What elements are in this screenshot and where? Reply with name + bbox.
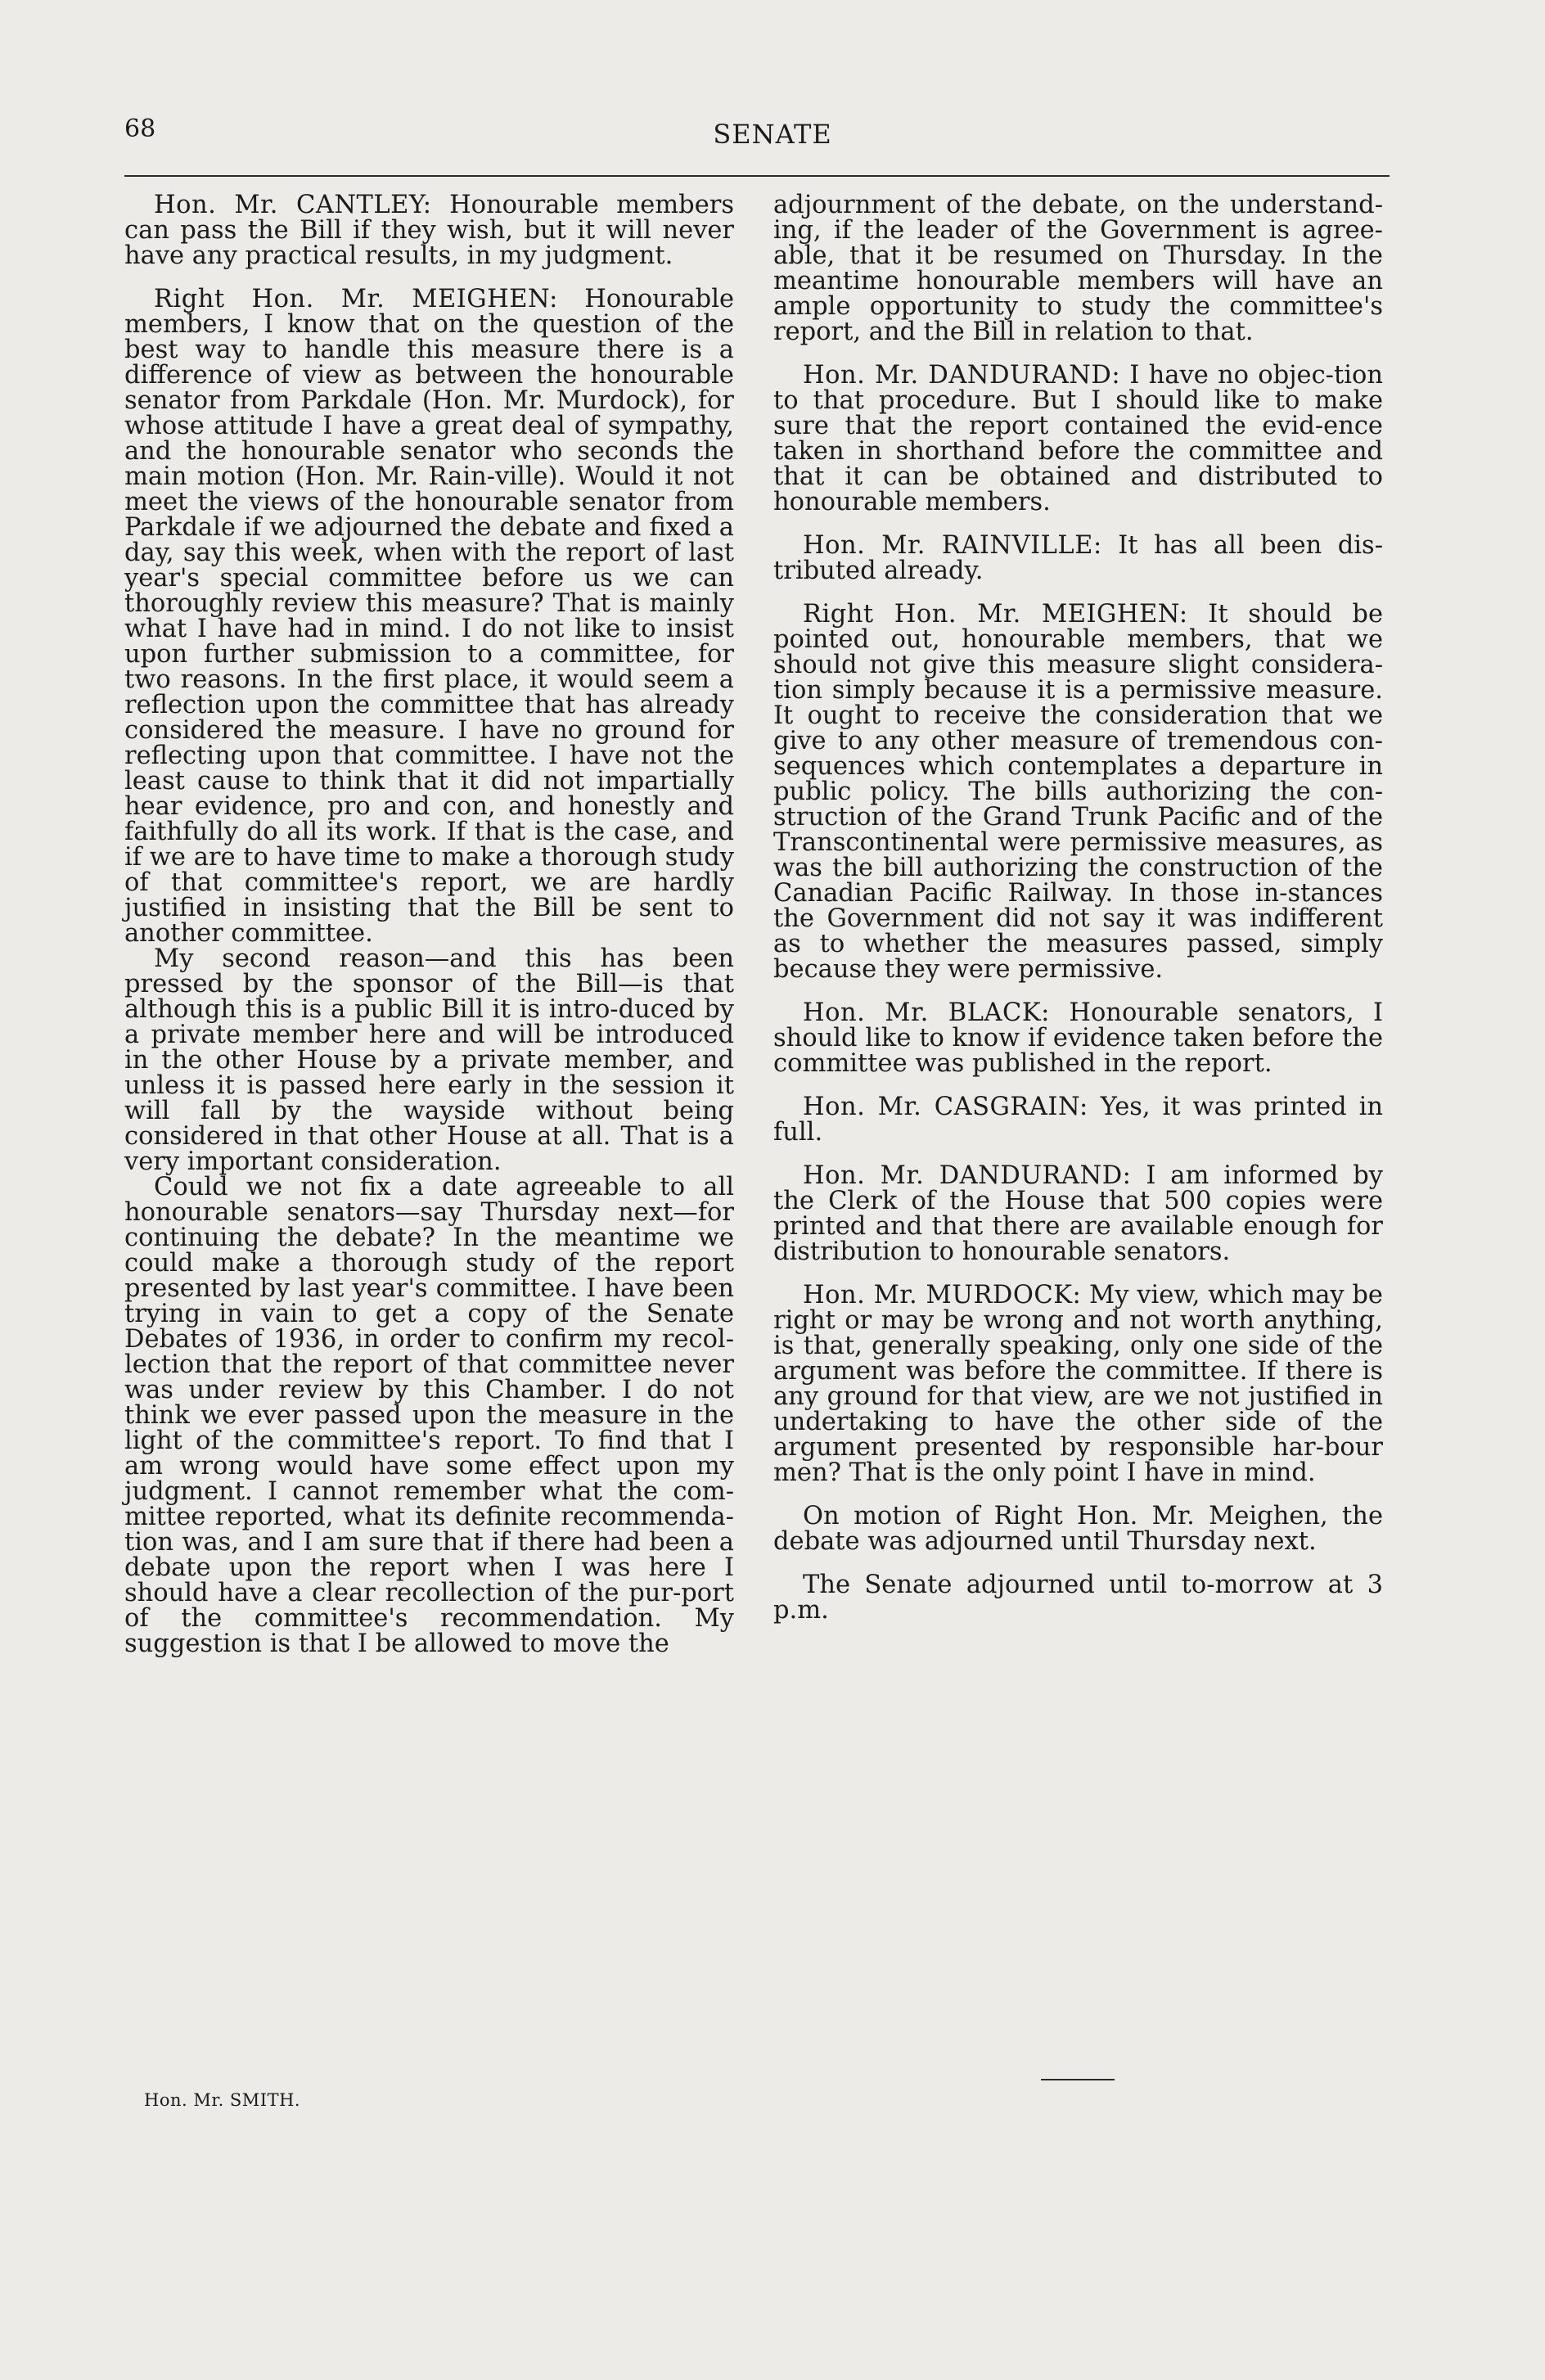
paragraph bbox=[773, 363, 1383, 515]
paragraph-text: My second reason—and this has been pressed by the sponsor of the Bill—is that although this is a public Bill it is intro-duced by a private member here and will be introduced in the other House by a private member, and unless it is passed here early in the session it will fall by the wayside without being considered in that other House at all. That is a very important consideration. bbox=[124, 944, 734, 1176]
paragraph-text: adjournment of the debate, on the understand-ing, if the leader of the Government is agree-able, that it be resumed on Thursday. In the meantime honourable members will have an ample opportunity to study the committee's report, and the Bill in relation to that. bbox=[773, 191, 1383, 346]
paragraph-text: Honourable members can pass the Bill if they wish, but it will never have any practical results, in my judgment. bbox=[124, 191, 734, 270]
paragraph bbox=[124, 192, 734, 268]
speaker-name: Hon. Mr. BLACK: bbox=[803, 998, 1050, 1027]
paragraph bbox=[773, 192, 1383, 345]
paragraph-text: The Senate adjourned until to-morrow at 3 p.m. bbox=[773, 1571, 1383, 1625]
paragraph bbox=[773, 1163, 1383, 1264]
running-footer-note: Hon. Mr. SMITH. bbox=[144, 2090, 301, 2110]
paragraph-text: My view, which may be right or may be wrong and not worth anything, is that, generally speaking, only one side of the argument was before the committee. If there is any ground for that view, are we not justified in undertaking to have the other side of the argument presented by responsible har-bour men? That is the only point I have in mind. bbox=[773, 1281, 1383, 1487]
speaker-name: Hon. Mr. CANTLEY: bbox=[154, 191, 432, 219]
paragraph-text: Could we not fix a date agreeable to all honourable senators—say Thursday next—for continuing the debate? In the meantime we could make a thorough study of the report presented by last year's committee. I have been trying in vain to get a copy of the Senate Debates of 1936, in order to confirm my recol-lection that the report of that committee never was under review by this Chamber. I do not think we ever passed upon the measure in the light of the committee's report. To find that I am wrong would have some effect upon my judgment. I cannot remember what the com-mittee reported, what its definite recommenda-tion was, and I am sure that if there had been a debate upon the report when I was here I should have a clear recollection of the pur-port of the committee's recommendation. My suggestion is that I be allowed to move the bbox=[124, 1173, 734, 1658]
paragraph-text: It has all been dis-tributed already. bbox=[773, 531, 1383, 585]
speaker-name: Hon. Mr. MURDOCK: bbox=[803, 1281, 1082, 1309]
paragraph bbox=[124, 946, 734, 1174]
paragraph bbox=[773, 602, 1383, 982]
paragraph-text: I have no objec-tion to that procedure. But I should like to make sure that the report contained the evid-ence taken in shorthand before the committee and that it can be obtained and distributed to honourable members. bbox=[773, 361, 1384, 516]
paragraph bbox=[773, 1572, 1383, 1623]
paragraph-text: On motion of Right Hon. Mr. Meighen, the debate was adjourned until Thursday next. bbox=[773, 1502, 1383, 1556]
paragraph bbox=[773, 1094, 1383, 1145]
paragraph-text: Yes, it was printed in full. bbox=[773, 1093, 1383, 1147]
paragraph bbox=[773, 1000, 1383, 1076]
speaker-name: Hon. Mr. DANDURAND: bbox=[803, 1161, 1132, 1190]
paragraph-text: Honourable members, I know that on the question of the best way to handle this measure there is a difference of view as between the honourable senator from Parkdale (Hon. Mr. Murdock), for whose attitude I have a great deal of sympathy, and the honourable senator who seconds the main motion (Hon. Mr. Rain-ville). Would it not meet the views of the honourable senator from Parkdale if we adjourned the debate and fixed a day, say this week, when with the report of last year's special committee before us we can thoroughly review this measure? That is mainly what I have had in mind. I do not like to insist upon further submission to a committee, for two reasons. In the first place, it would seem a reflection upon the committee that has already considered the measure. I have no ground for reflecting upon that committee. I have not the least cause to think that it did not impartially hear evidence, pro and con, and honestly and faithfully do all its work. If that is the case, and if we are to have time to make a thorough study of that committee's report, we are hardly justified in insisting that the Bill be sent to another committee. bbox=[124, 285, 734, 948]
section-end-rule bbox=[1041, 2079, 1115, 2080]
left-column bbox=[124, 192, 734, 1657]
paragraph-text: I am informed by the Clerk of the House that 500 copies were printed and that there are available enough for distribution to honourable senators. bbox=[773, 1161, 1384, 1266]
header-rule bbox=[124, 175, 1390, 177]
right-column bbox=[773, 192, 1383, 1641]
paragraph bbox=[124, 286, 734, 946]
paragraph bbox=[124, 1174, 734, 1657]
speaker-name: Hon. Mr. DANDURAND: bbox=[803, 361, 1121, 390]
paragraph bbox=[773, 1503, 1383, 1554]
paragraph-text: It should be pointed out, honourable members, that we should not give this measure slight considera-tion simply because it is a permissive measure. It ought to receive the consideration that we give to any other measure of tremendous con-sequences which contemplates a departure in public policy. The bills authorizing the con-struction of the Grand Trunk Pacific and of the Transcontinental were permissive measures, as was the bill authorizing the construction of the Canadian Pacific Railway. In those in-stances the Government did not say it was indifferent as to whether the measures passed, simply because they were permissive. bbox=[773, 600, 1383, 984]
speaker-name: Right Hon. Mr. MEIGHEN: bbox=[154, 285, 558, 313]
paragraph bbox=[773, 1282, 1383, 1485]
paragraph bbox=[773, 533, 1383, 584]
paragraph-text: Honourable senators, I should like to know if evidence taken before the committee was published in the report. bbox=[773, 998, 1384, 1078]
speaker-name: Hon. Mr. CASGRAIN: bbox=[803, 1093, 1088, 1121]
page-number: 68 bbox=[124, 115, 156, 143]
speaker-name: Hon. Mr. RAINVILLE: bbox=[803, 531, 1102, 560]
page-title: SENATE bbox=[713, 119, 832, 150]
speaker-name: Right Hon. Mr. MEIGHEN: bbox=[803, 600, 1188, 629]
